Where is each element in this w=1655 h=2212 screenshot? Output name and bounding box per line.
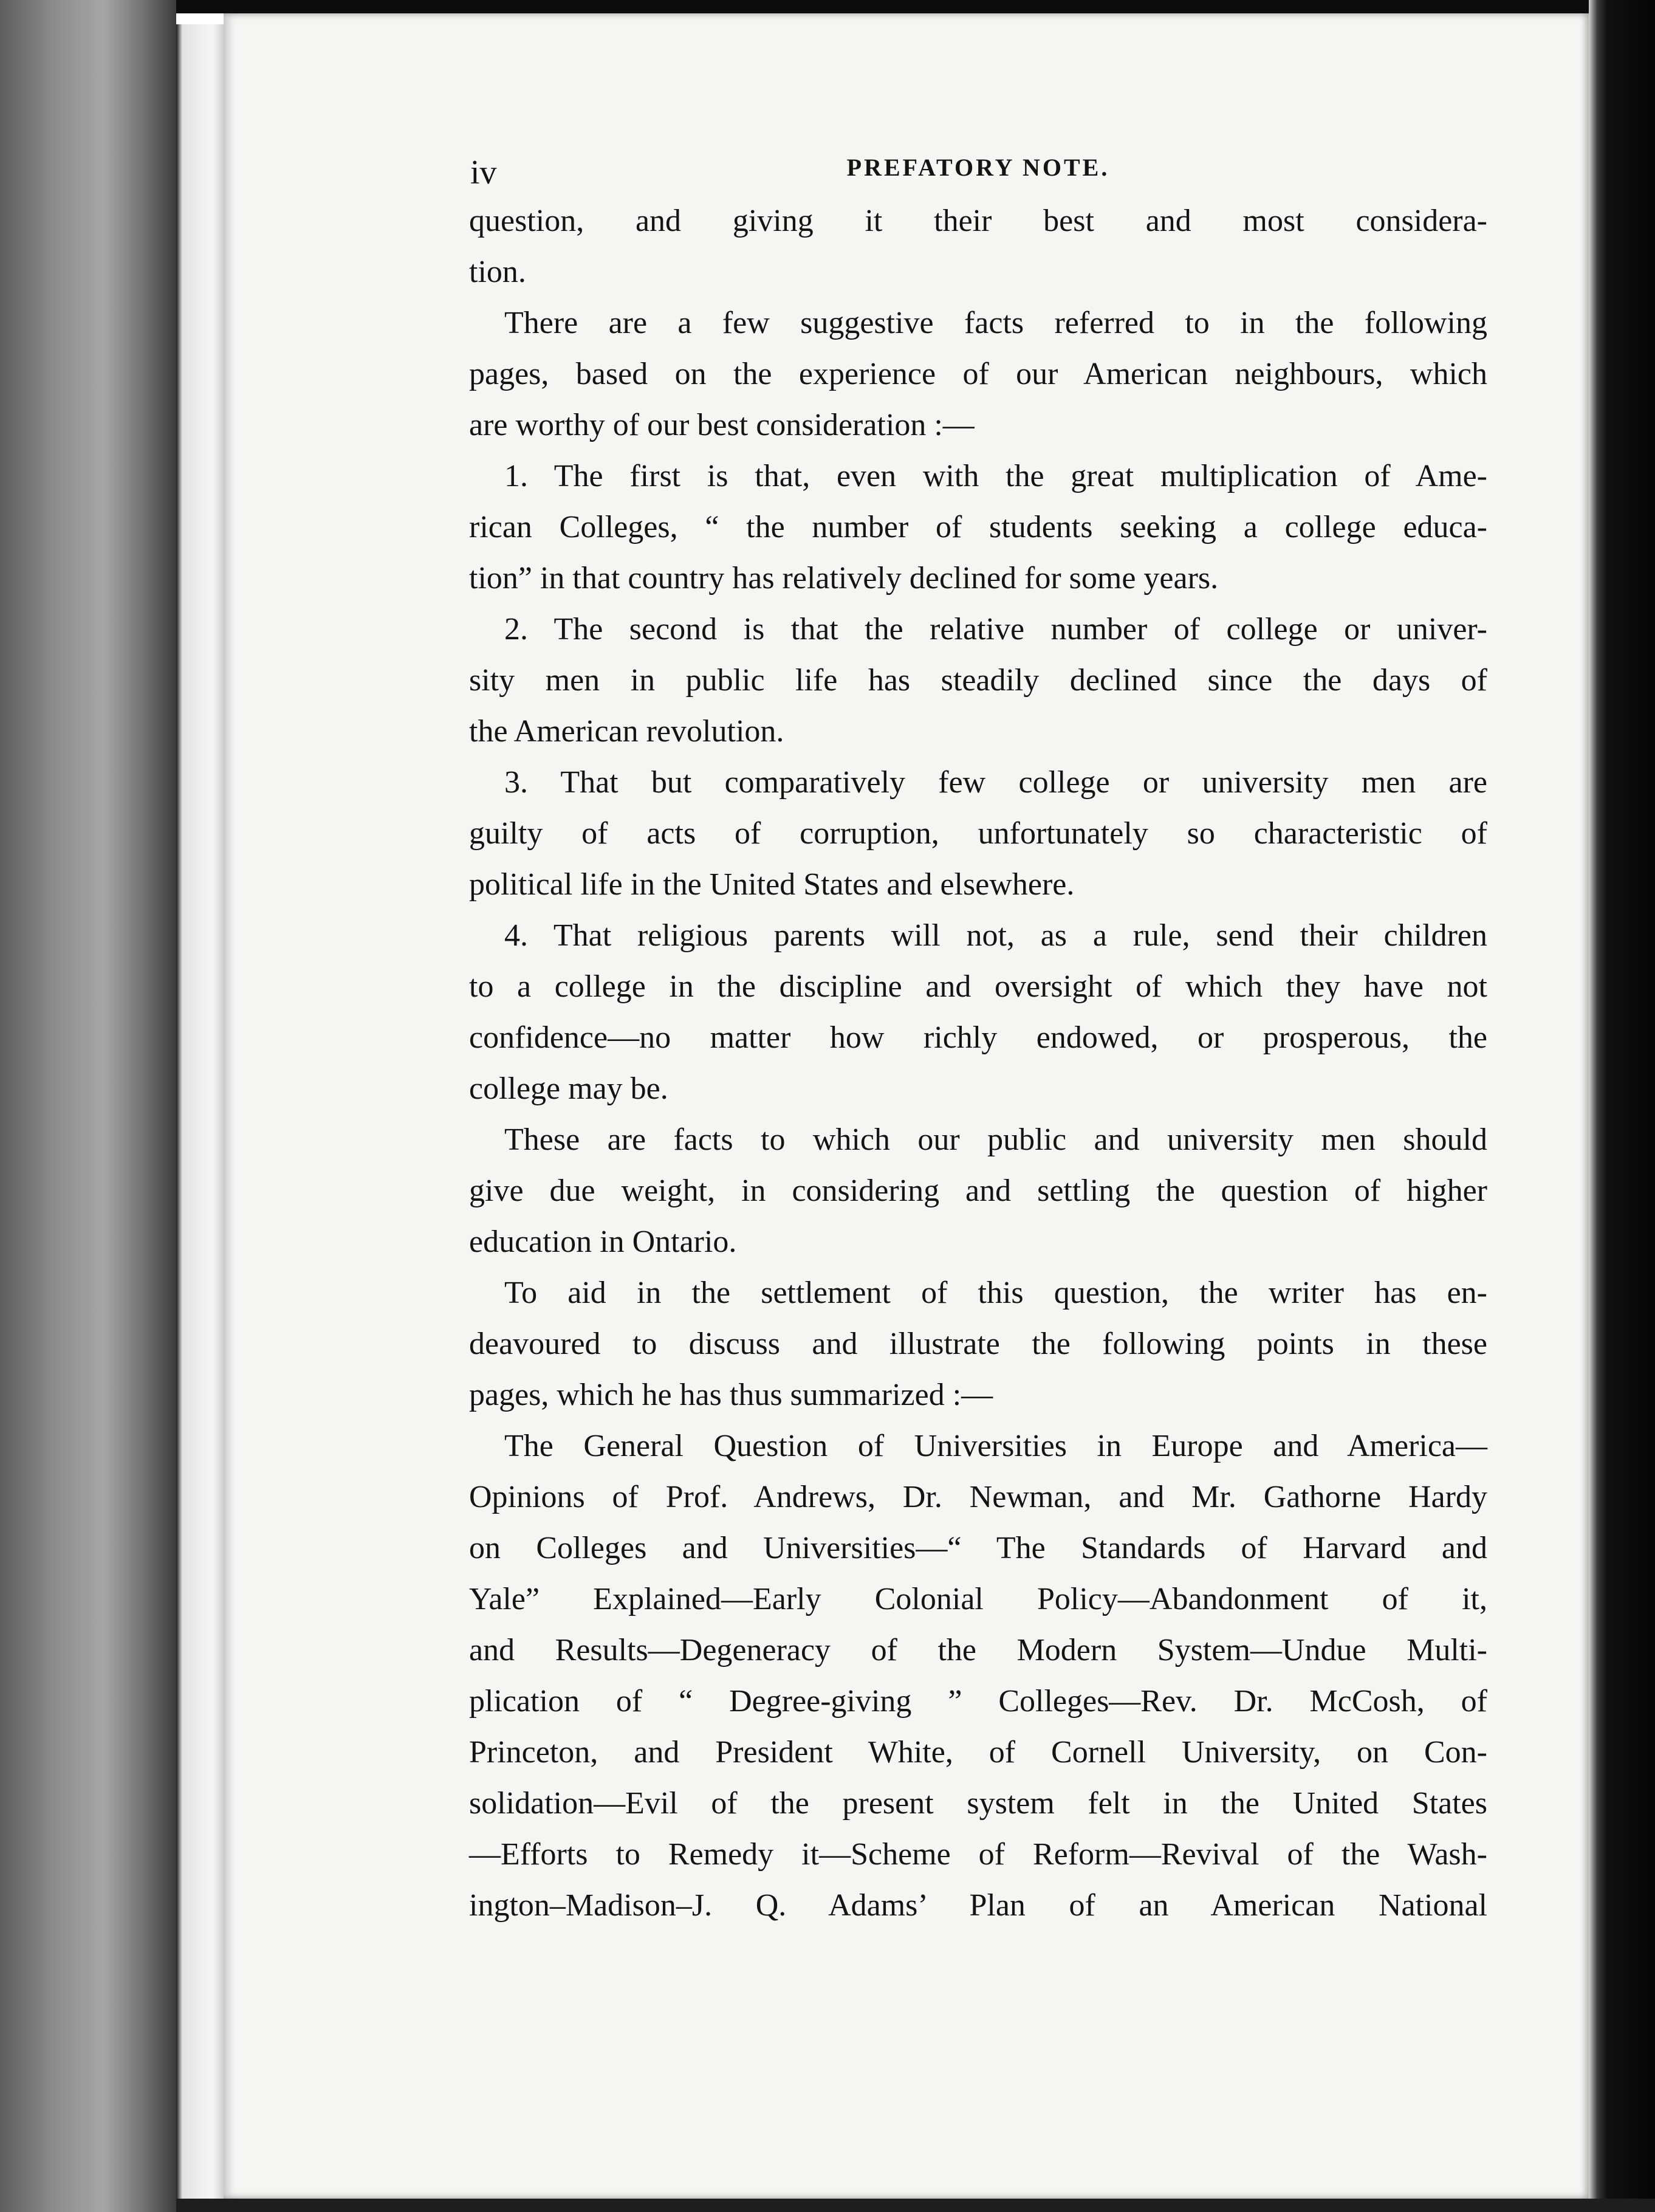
- text-line: are worthy of our best consideration :—: [469, 408, 975, 442]
- text-line: to a college in the discipline and oversight of which they have not: [469, 969, 1487, 1004]
- scan-border-bottom: [176, 2199, 1655, 2212]
- text-line: ington–Madison–J. Q. Adams’ Plan of an American National: [469, 1888, 1487, 1923]
- body-text: [469, 196, 1487, 1931]
- text-line: 3. That but comparatively few college or university men are: [504, 765, 1487, 800]
- scan-border-top: [0, 0, 1655, 13]
- running-head: [469, 141, 1487, 196]
- text-line: confidence—no matter how richly endowed, or prosperous, the: [469, 1020, 1487, 1055]
- running-head-title: PREFATORY NOTE.: [846, 154, 1110, 181]
- text-line: political life in the United States and elsewhere.: [469, 867, 1075, 902]
- text-line: solidation—Evil of the present system felt in the United States: [469, 1786, 1487, 1821]
- text-line: 2. The second is that the relative number of college or univer-: [504, 612, 1487, 647]
- text-line: The General Question of Universities in Europe and America—: [504, 1429, 1487, 1463]
- text-line: Yale” Explained—Early Colonial Policy—Abandonment of it,: [469, 1582, 1487, 1616]
- text-line: —Efforts to Remedy it—Scheme of Reform—Revival of the Wash-: [469, 1837, 1487, 1872]
- text-line: plication of “ Degree-giving ” Colleges—Rev. Dr. McCosh, of: [469, 1684, 1487, 1719]
- text-line: college may be.: [469, 1071, 668, 1106]
- page-edge: [176, 24, 224, 2200]
- text-line: guilty of acts of corruption, unfortunately so characteristic of: [469, 816, 1487, 851]
- scan-border-left: [0, 0, 176, 2212]
- text-line: education in Ontario.: [469, 1224, 737, 1259]
- text-line: question, and giving it their best and most considera-: [469, 204, 1487, 238]
- text-line: the American revolution.: [469, 714, 784, 749]
- text-line: sity men in public life has steadily declined since the days of: [469, 663, 1487, 698]
- text-line: on Colleges and Universities—“ The Standards of Harvard and: [469, 1531, 1487, 1565]
- text-line: To aid in the settlement of this question, the writer has en-: [504, 1276, 1487, 1310]
- text-line: 1. The first is that, even with the great multiplication of Ame-: [504, 459, 1487, 493]
- text-line: deavoured to discuss and illustrate the following points in these: [469, 1327, 1487, 1361]
- text-line: tion.: [469, 255, 526, 289]
- scan-border-right: [1589, 0, 1655, 2212]
- page-text-block: [469, 141, 1487, 1931]
- text-line: These are facts to which our public and university men should: [504, 1122, 1487, 1157]
- text-line: Opinions of Prof. Andrews, Dr. Newman, and Mr. Gathorne Hardy: [469, 1480, 1487, 1514]
- text-line: rican Colleges, “ the number of students seeking a college educa-: [469, 510, 1487, 544]
- text-line: pages, based on the experience of our American neighbours, which: [469, 357, 1487, 391]
- text-line: 4. That religious parents will not, as a rule, send their children: [504, 918, 1487, 953]
- text-line: give due weight, in considering and settling the question of higher: [469, 1173, 1487, 1208]
- text-line: pages, which he has thus summarized :—: [469, 1378, 993, 1412]
- text-line: tion” in that country has relatively declined for some years.: [469, 561, 1219, 596]
- text-line: There are a few suggestive facts referred to in the following: [504, 306, 1487, 340]
- page-number: iv: [470, 154, 497, 191]
- text-line: and Results—Degeneracy of the Modern System—Undue Multi-: [469, 1633, 1487, 1668]
- text-line: Princeton, and President White, of Cornell University, on Con-: [469, 1735, 1487, 1770]
